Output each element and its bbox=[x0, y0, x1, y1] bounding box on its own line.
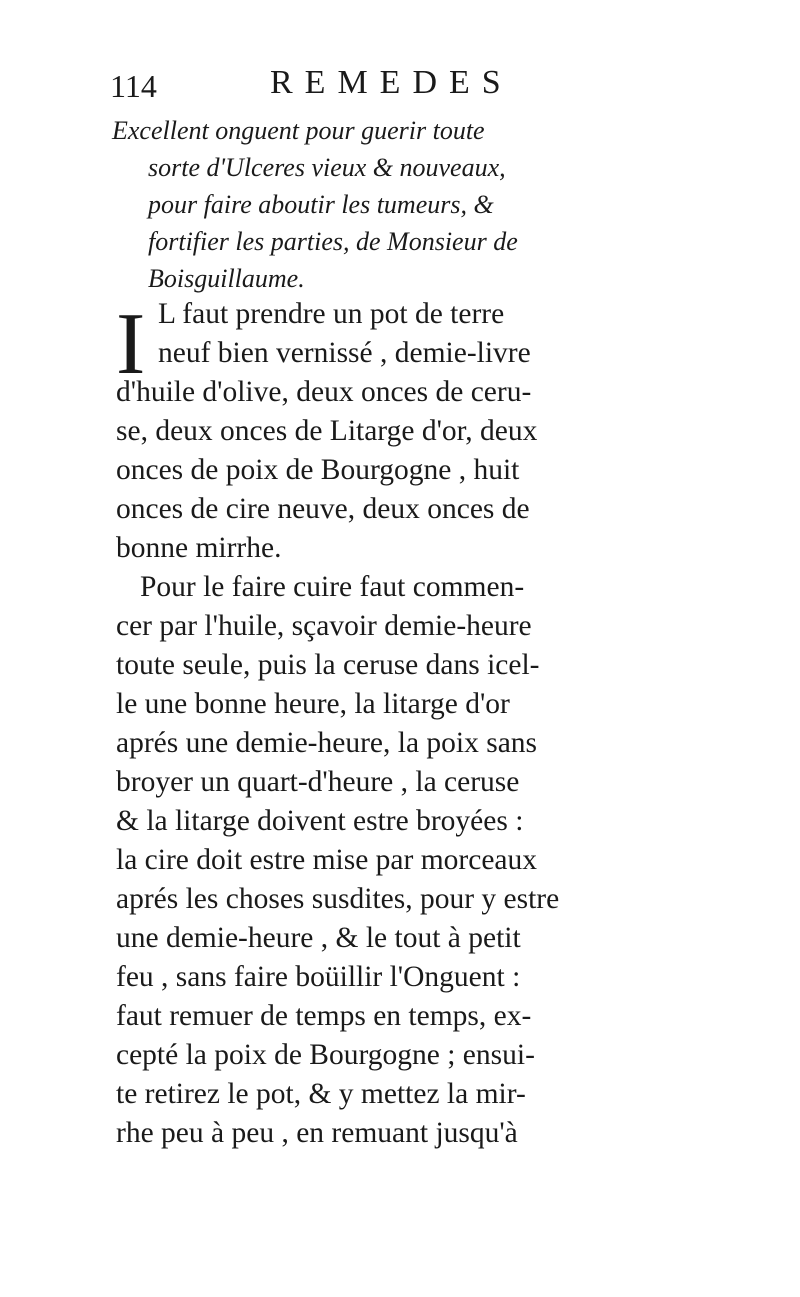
text-line: rhe peu à peu , en remuant jusqu'à bbox=[116, 1117, 518, 1149]
text-line: cer par l'huile, sçavoir demie-heure bbox=[116, 610, 532, 642]
text-line: toute seule, puis la ceruse dans icel- bbox=[116, 649, 540, 681]
text-line: une demie-heure , & le tout à petit bbox=[116, 922, 521, 954]
paragraph-ingredients bbox=[116, 295, 642, 568]
recipe-heading bbox=[112, 112, 652, 297]
text-line: faut remuer de temps en temps, ex- bbox=[116, 1000, 532, 1032]
text-line: & la litarge doivent estre broyées : bbox=[116, 805, 524, 837]
text-line: feu , sans faire boüillir l'Onguent : bbox=[116, 961, 521, 993]
text-line: la cire doit estre mise par morceaux bbox=[116, 844, 538, 876]
heading-line: sorte d'Ulceres vieux & nouveaux, bbox=[148, 153, 506, 182]
heading-line: Excellent onguent pour guerir toute bbox=[112, 116, 485, 145]
heading-line: pour faire aboutir les tumeurs, & bbox=[148, 190, 494, 219]
drop-cap: I bbox=[116, 296, 146, 393]
heading-line: Boisguillaume. bbox=[148, 264, 305, 293]
body-text bbox=[116, 295, 642, 1153]
text-line: onces de cire neuve, deux onces de bbox=[116, 493, 530, 525]
text-line: aprés les choses susdites, pour y estre bbox=[116, 883, 560, 915]
text-line: aprés une demie-heure, la poix sans bbox=[116, 727, 538, 759]
text-line: Pour le faire cuire faut commen- bbox=[140, 571, 525, 603]
text-line: le une bonne heure, la litarge d'or bbox=[116, 688, 510, 720]
text-line: neuf bien vernissé , demie-livre bbox=[158, 337, 531, 369]
text-line: te retirez le pot, & y mettez la mir- bbox=[116, 1078, 526, 1110]
heading-line: fortifier les parties, de Monsieur de bbox=[148, 227, 518, 256]
paragraph-preparation bbox=[116, 568, 642, 1153]
text-line: se, deux onces de Litarge d'or, deux bbox=[116, 415, 538, 447]
running-title: REMEDES bbox=[270, 64, 513, 101]
text-line: cepté la poix de Bourgogne ; ensui- bbox=[116, 1039, 535, 1071]
text-line: L faut prendre un pot de terre bbox=[158, 298, 505, 330]
text-line: onces de poix de Bourgogne , huit bbox=[116, 454, 520, 486]
page-number: 114 bbox=[110, 68, 157, 104]
text-line: d'huile d'olive, deux onces de ceru- bbox=[116, 376, 532, 408]
text-line: bonne mirrhe. bbox=[116, 532, 282, 564]
text-line: broyer un quart-d'heure , la ceruse bbox=[116, 766, 520, 798]
running-head bbox=[110, 62, 650, 106]
